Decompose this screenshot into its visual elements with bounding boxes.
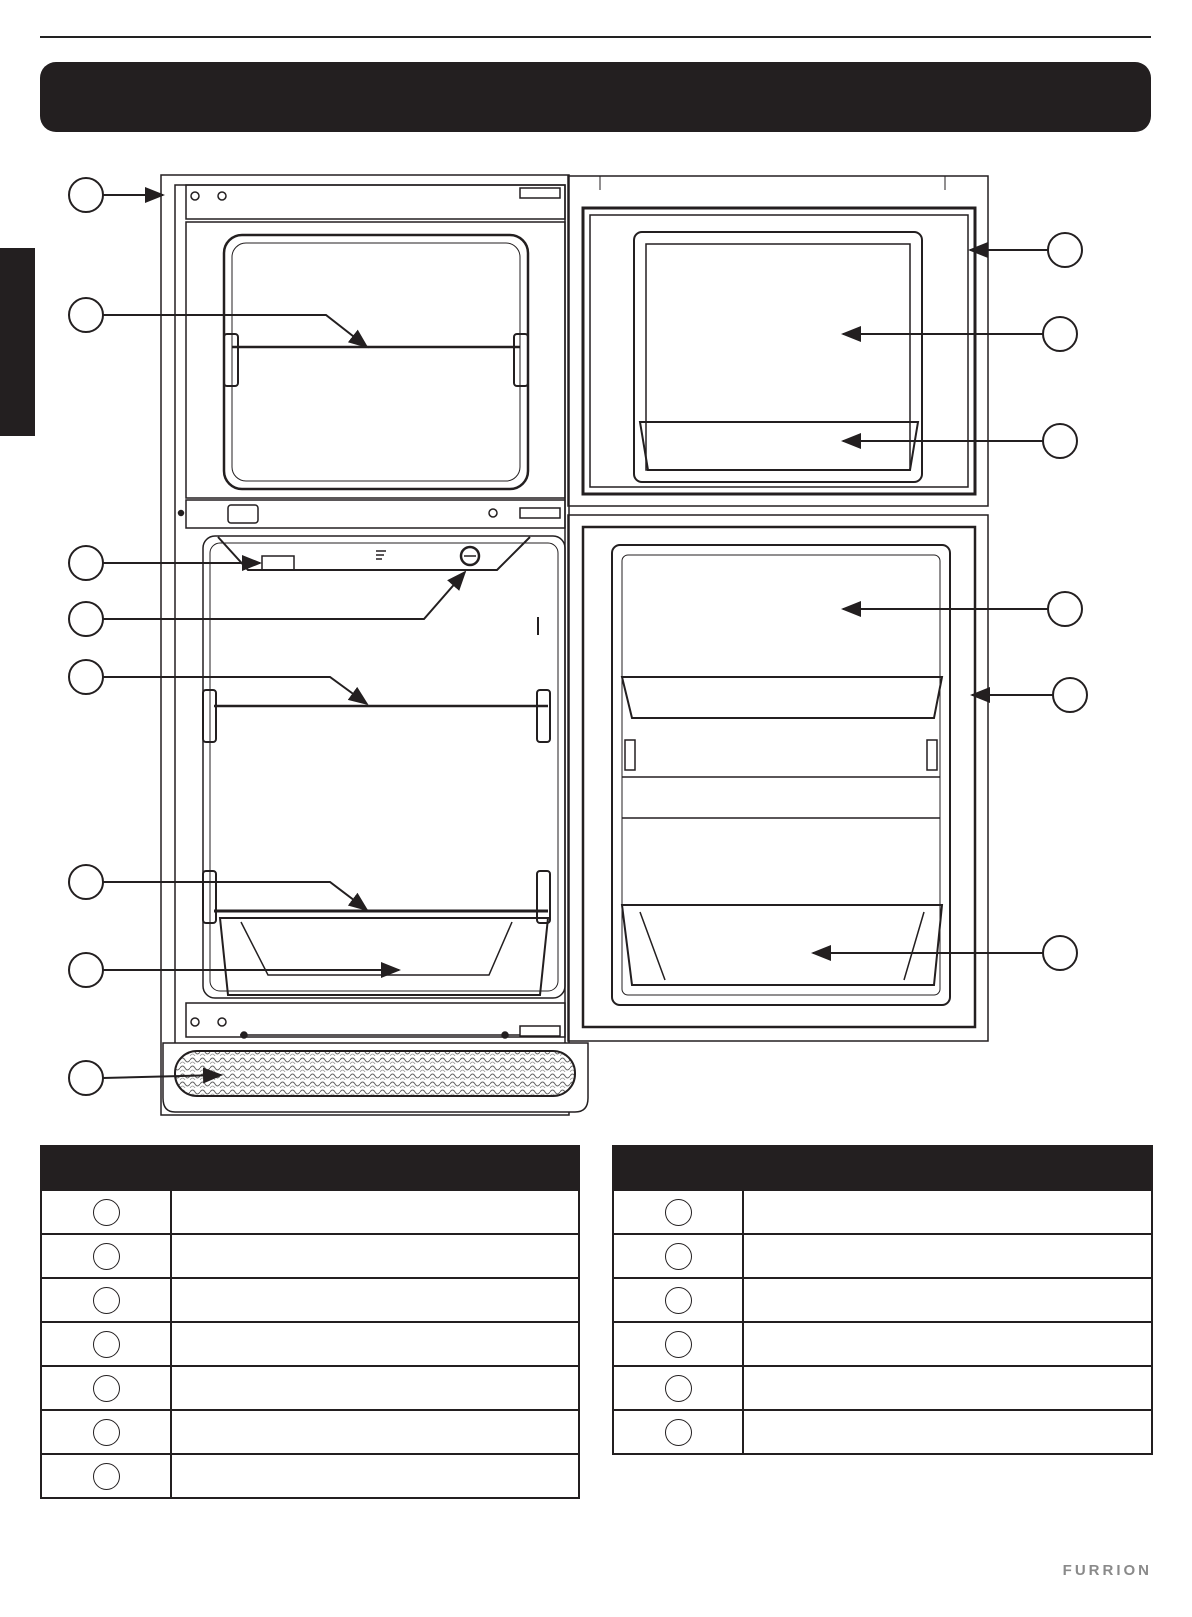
freezer-door — [568, 176, 988, 506]
table-row — [42, 1365, 578, 1409]
parts-table-right — [612, 1145, 1153, 1455]
table-row — [42, 1321, 578, 1365]
callout-circle — [1043, 424, 1077, 458]
number-circle — [93, 1419, 120, 1446]
table-row — [42, 1453, 578, 1497]
table-header — [614, 1147, 1151, 1189]
callout-circle — [1043, 936, 1077, 970]
table-row — [614, 1189, 1151, 1233]
brand-logo: FURRION — [1062, 1562, 1152, 1579]
number-circle — [665, 1331, 692, 1358]
callout-circle — [69, 546, 103, 580]
callouts-left — [69, 178, 465, 1095]
number-circle — [93, 1243, 120, 1270]
divider-band — [179, 500, 566, 528]
callout-circle — [69, 865, 103, 899]
table-row — [614, 1321, 1151, 1365]
number-circle — [93, 1331, 120, 1358]
number-circle — [665, 1243, 692, 1270]
number-circle — [665, 1287, 692, 1314]
parts-table-left — [40, 1145, 580, 1499]
bottom-band — [186, 1003, 565, 1038]
fresh-food-door — [568, 515, 988, 1041]
number-circle — [665, 1419, 692, 1446]
table-row — [42, 1277, 578, 1321]
number-circle — [93, 1463, 120, 1490]
number-circle — [665, 1199, 692, 1226]
table-row — [614, 1409, 1151, 1453]
lower-vent-grille — [163, 1043, 588, 1112]
table-row — [42, 1233, 578, 1277]
freezer-compartment — [186, 222, 565, 498]
number-circle — [93, 1199, 120, 1226]
number-circle — [93, 1375, 120, 1402]
table-row — [614, 1233, 1151, 1277]
callout-circle — [69, 953, 103, 987]
table-row — [42, 1189, 578, 1233]
callout-circle — [1043, 317, 1077, 351]
table-row — [614, 1277, 1151, 1321]
callout-circle — [69, 660, 103, 694]
callout-circle — [69, 298, 103, 332]
number-circle — [93, 1287, 120, 1314]
callout-circle — [1048, 592, 1082, 626]
callout-circle — [69, 178, 103, 212]
fresh-food-compartment — [203, 536, 565, 998]
table-row — [42, 1409, 578, 1453]
callout-circle — [1048, 233, 1082, 267]
table-row — [614, 1365, 1151, 1409]
callout-circle — [69, 1061, 103, 1095]
table-header — [42, 1147, 578, 1189]
callout-circle — [69, 602, 103, 636]
callout-circle — [1053, 678, 1087, 712]
number-circle — [665, 1375, 692, 1402]
